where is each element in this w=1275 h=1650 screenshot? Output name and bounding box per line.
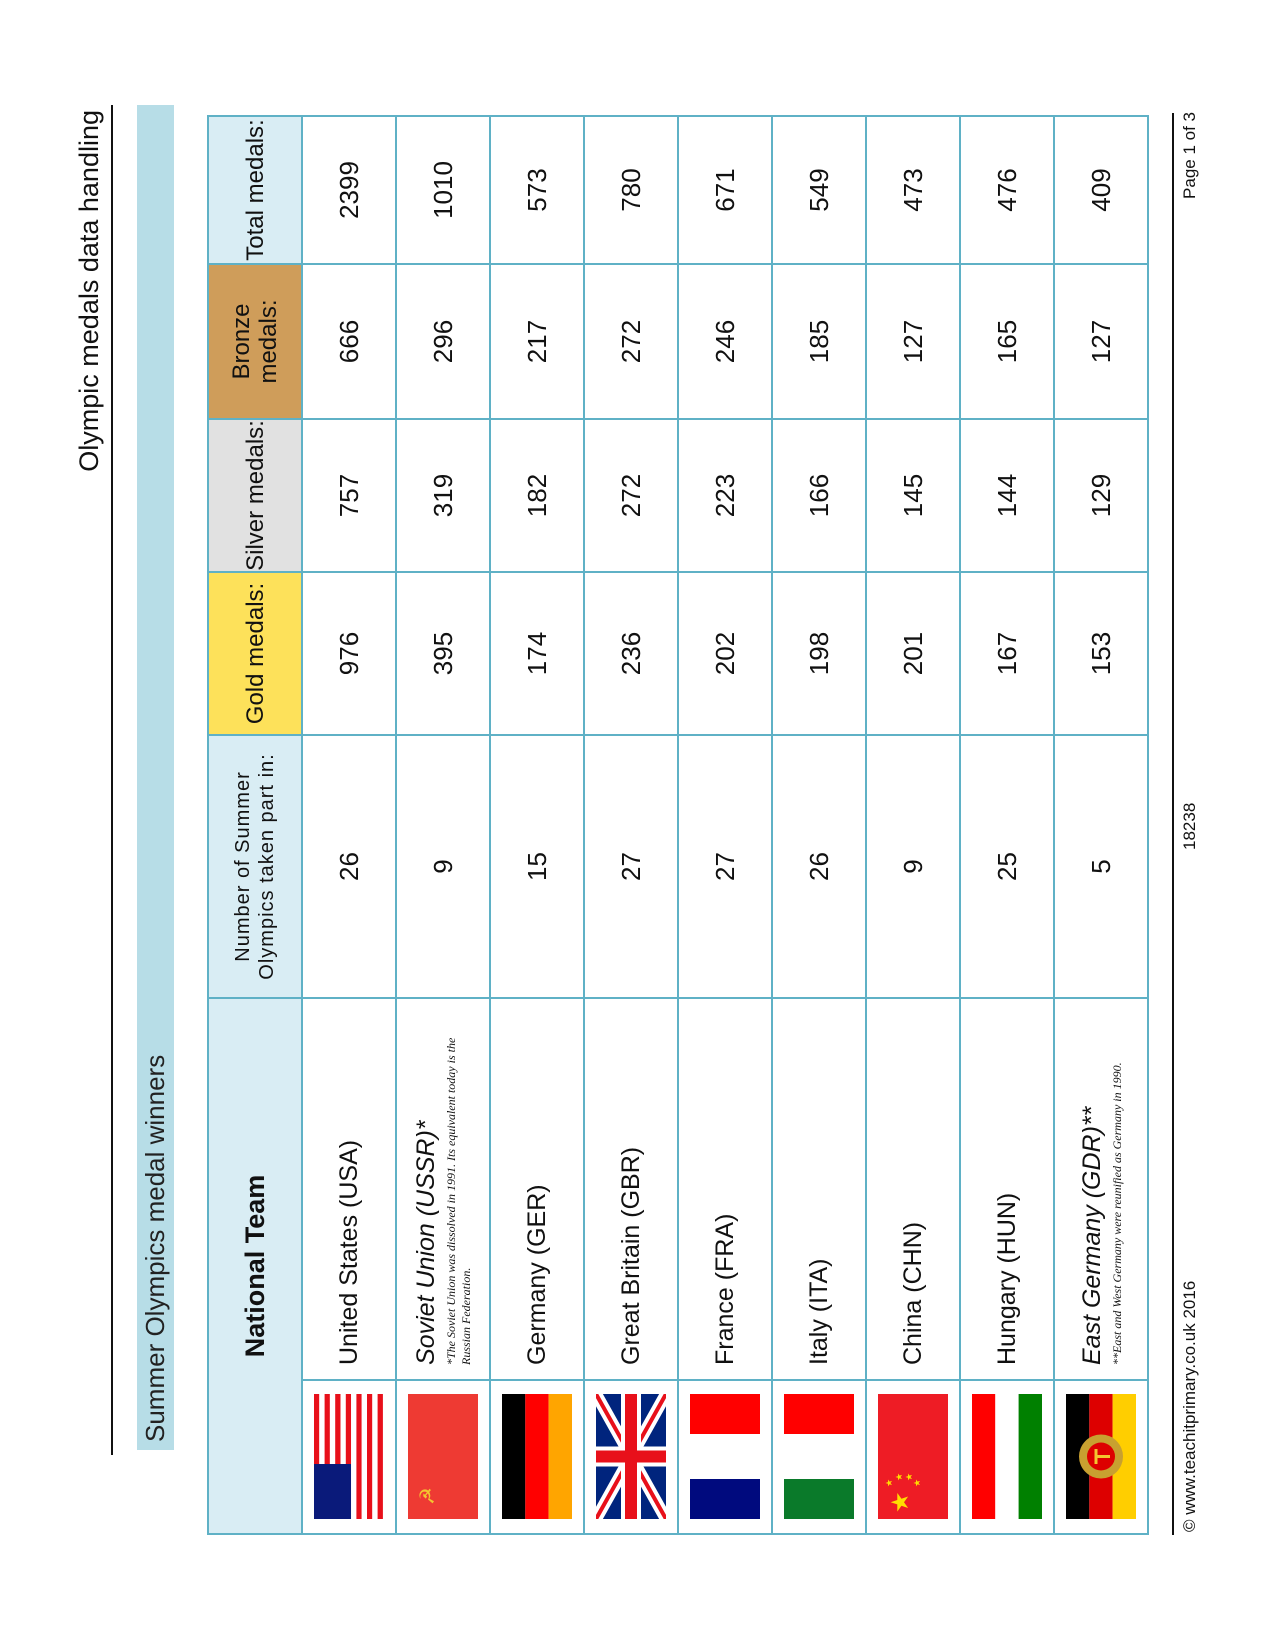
games-cell: 9: [396, 735, 490, 998]
team-name-cell: [490, 998, 584, 1380]
header-bronze: Bronze medals:: [208, 264, 302, 419]
flag-gdr-icon: [1066, 1395, 1136, 1520]
silver-cell: 182: [490, 419, 584, 572]
team-name: East Germany (GDR)**: [1077, 1106, 1106, 1365]
table-row: [396, 116, 490, 1534]
flag-cell: [396, 1380, 490, 1534]
games-cell: 27: [678, 735, 772, 998]
flag-hun-icon: [972, 1395, 1042, 1520]
table-row: [960, 116, 1054, 1534]
team-name-cell: [960, 998, 1054, 1380]
footer-code: 18238: [1180, 802, 1199, 850]
header-divider: [111, 105, 113, 1455]
team-name-cell: [584, 998, 678, 1380]
table-row: [866, 116, 960, 1534]
team-name: China (CHN): [898, 1221, 927, 1365]
svg-text:★: ★: [887, 1491, 914, 1514]
team-name: France (FRA): [710, 1213, 739, 1365]
team-name-cell: [396, 998, 490, 1380]
games-cell: 25: [960, 735, 1054, 998]
bronze-cell: 296: [396, 264, 490, 419]
flag-gbr-icon: [596, 1395, 666, 1520]
team-name-cell: [1054, 998, 1148, 1380]
team-name-cell: [866, 998, 960, 1380]
flag-cell: [1054, 1380, 1148, 1534]
gold-cell: 198: [772, 572, 866, 735]
team-footnote: **East and West Germany were reunified as Germany in 1990.: [1109, 1062, 1124, 1365]
silver-cell: 166: [772, 419, 866, 572]
footer-page-number: Page 1 of 3: [1180, 112, 1199, 199]
header-silver: Silver medals:: [208, 419, 302, 572]
team-footnote: *The Soviet Union was dissolved in 1991. Its equivalent today is the Russian Federation.: [444, 1037, 473, 1365]
gold-cell: 201: [866, 572, 960, 735]
flag-cell: [866, 1380, 960, 1534]
silver-cell: 129: [1054, 419, 1148, 572]
bronze-cell: 185: [772, 264, 866, 419]
bronze-cell: 246: [678, 264, 772, 419]
flag-cell: [302, 1380, 396, 1534]
games-cell: 9: [866, 735, 960, 998]
table-row: [678, 116, 772, 1534]
silver-cell: 757: [302, 419, 396, 572]
flag-cell: [960, 1380, 1054, 1534]
silver-cell: 144: [960, 419, 1054, 572]
team-name: Germany (GER): [522, 1184, 551, 1365]
games-cell: 27: [584, 735, 678, 998]
table-row: [584, 116, 678, 1534]
flag-cell: [678, 1380, 772, 1534]
flag-cell: [584, 1380, 678, 1534]
svg-text:★: ★: [912, 1479, 922, 1488]
medals-table: [207, 115, 1149, 1535]
bronze-cell: 127: [1054, 264, 1148, 419]
team-name: United States (USA): [334, 1139, 363, 1365]
header-gold: Gold medals:: [208, 572, 302, 735]
total-cell: 409: [1054, 116, 1148, 264]
total-cell: 2399: [302, 116, 396, 264]
silver-cell: 145: [866, 419, 960, 572]
svg-text:★: ★: [884, 1479, 894, 1488]
flag-cell: [490, 1380, 584, 1534]
section-banner: [137, 105, 174, 1450]
team-name: Hungary (HUN): [992, 1192, 1021, 1365]
bronze-cell: 666: [302, 264, 396, 419]
gold-cell: 976: [302, 572, 396, 735]
flag-ger-icon: [502, 1395, 572, 1520]
team-name-cell: [678, 998, 772, 1380]
bronze-cell: 165: [960, 264, 1054, 419]
flag-usa-icon: [314, 1395, 384, 1520]
total-cell: 549: [772, 116, 866, 264]
team-name: Great Britain (GBR): [616, 1146, 645, 1365]
flag-ussr-icon: [408, 1395, 478, 1520]
games-cell: 15: [490, 735, 584, 998]
svg-text:★: ★: [904, 1473, 914, 1482]
gold-cell: 202: [678, 572, 772, 735]
bronze-cell: 272: [584, 264, 678, 419]
gold-cell: 395: [396, 572, 490, 735]
total-cell: 1010: [396, 116, 490, 264]
gold-cell: 153: [1054, 572, 1148, 735]
total-cell: 473: [866, 116, 960, 264]
bronze-cell: 217: [490, 264, 584, 419]
team-name-cell: [772, 998, 866, 1380]
games-cell: 5: [1054, 735, 1148, 998]
flag-chn-icon: [878, 1395, 948, 1520]
document-title: Olympic medals data handling: [74, 110, 104, 472]
section-title: Summer Olympics medal winners: [140, 1054, 170, 1442]
table-row: [490, 116, 584, 1534]
flag-ita-icon: [784, 1395, 854, 1520]
team-name: Italy (ITA): [804, 1258, 833, 1365]
footer-copyright: © www.teachitprimary.co.uk 2016: [1180, 1280, 1199, 1532]
total-cell: 780: [584, 116, 678, 264]
silver-cell: 223: [678, 419, 772, 572]
table-row: [302, 116, 396, 1534]
games-cell: 26: [302, 735, 396, 998]
gold-cell: 167: [960, 572, 1054, 735]
total-cell: 671: [678, 116, 772, 264]
header-national-team: National Team: [208, 998, 302, 1534]
total-cell: 476: [960, 116, 1054, 264]
header-games: Number of Summer Olympics taken part in:: [208, 735, 302, 998]
team-name: Soviet Union (USSR)*: [412, 1120, 440, 1365]
svg-text:☭: ☭: [417, 1487, 439, 1506]
table-header-row: [208, 116, 302, 1534]
header-total: Total medals:: [208, 116, 302, 264]
flag-cell: [772, 1380, 866, 1534]
total-cell: 573: [490, 116, 584, 264]
bronze-cell: 127: [866, 264, 960, 419]
gold-cell: 174: [490, 572, 584, 735]
team-name-cell: [302, 998, 396, 1380]
silver-cell: 319: [396, 419, 490, 572]
svg-text:★: ★: [894, 1473, 904, 1482]
games-cell: 26: [772, 735, 866, 998]
table-row: [1054, 116, 1148, 1534]
table-row: [772, 116, 866, 1534]
flag-fra-icon: [690, 1395, 760, 1520]
silver-cell: 272: [584, 419, 678, 572]
gold-cell: 236: [584, 572, 678, 735]
footer-divider: [1172, 113, 1174, 1535]
